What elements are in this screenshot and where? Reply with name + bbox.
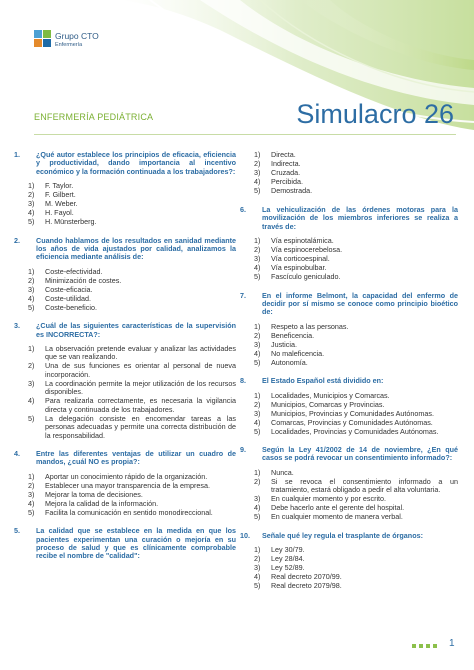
- option-text: H. Fayol.: [45, 208, 74, 218]
- option-number: 3): [254, 408, 261, 418]
- option-number: 3): [254, 168, 261, 177]
- option-number: 1): [28, 266, 35, 276]
- question-header: [14, 322, 236, 339]
- answer-option: [28, 362, 236, 379]
- option-number: 4): [28, 208, 35, 218]
- option-text: En cualquier momento y por escrito.: [271, 494, 387, 504]
- option-text: Real decreto 2070/99.: [271, 572, 342, 582]
- option-number: 5): [28, 302, 35, 312]
- option-text: Respeto a las personas.: [271, 321, 349, 331]
- option-number: 5): [28, 413, 35, 423]
- answer-options: [14, 268, 236, 312]
- option-text: La coordinación permite la mejor utilización de los recursos disponibles.: [45, 378, 236, 397]
- question-number: 6.: [240, 205, 246, 214]
- answer-options: [14, 473, 236, 517]
- option-number: 3): [254, 339, 261, 349]
- option-text: Debe hacerlo ante el gerente del hospital.: [271, 503, 405, 513]
- option-number: 3): [28, 378, 35, 388]
- answer-option: [254, 392, 458, 400]
- answer-option: [254, 419, 458, 427]
- question-number: 3.: [14, 321, 20, 331]
- question-header: [14, 450, 236, 467]
- option-text: Directa.: [271, 150, 296, 159]
- option-text: No maleficencia.: [271, 348, 325, 358]
- question-text: Según la Ley 41/2002 de 14 de noviembre, ¿En qué casos se podrá revocar un consentimiento informado?:: [262, 445, 458, 463]
- answer-options: [240, 392, 458, 436]
- question-item: [240, 532, 458, 591]
- question-number: 5.: [14, 526, 20, 536]
- option-text: Coste-utilidad.: [45, 293, 91, 303]
- option-text: La observación pretende evaluar y analizar las actividades que se van realizando.: [45, 344, 236, 362]
- option-number: 1): [28, 344, 35, 354]
- option-number: 4): [28, 498, 35, 508]
- option-text: Localidades, Provincias y Comunidades Autónomas.: [271, 426, 439, 436]
- option-text: Vía espinobulbar.: [271, 263, 327, 273]
- option-number: 2): [28, 361, 35, 371]
- option-number: 4): [254, 263, 261, 273]
- question-number: 9.: [240, 445, 246, 455]
- option-text: F. Gilbert.: [45, 190, 76, 200]
- option-number: 2): [254, 476, 261, 486]
- answer-option: [28, 491, 236, 499]
- question-header: [14, 237, 236, 262]
- question-5-options: [240, 151, 458, 195]
- question-number: 1.: [14, 150, 20, 159]
- option-text: La delegación consiste en encomendar tareas a las personas adecuadas y permite una correcta distribución de la responsabilidad.: [45, 413, 236, 440]
- option-number: 4): [28, 396, 35, 406]
- option-text: Facilita la comunicación en sentido monodireccional.: [45, 507, 213, 517]
- question-item: [240, 446, 458, 522]
- answer-option: [254, 187, 458, 195]
- answer-option: [28, 509, 236, 517]
- answer-option: [28, 218, 236, 226]
- option-number: 5): [28, 507, 35, 517]
- option-text: Ley 52/89.: [271, 563, 305, 573]
- right-column: [240, 151, 458, 601]
- option-text: Fascículo geniculado.: [271, 272, 341, 282]
- answer-option: [28, 473, 236, 481]
- answer-option: [254, 359, 458, 367]
- question-header: [240, 206, 458, 231]
- answer-option: [254, 428, 458, 436]
- page-number: 1: [449, 638, 455, 649]
- option-number: 2): [254, 245, 261, 255]
- answer-options: [240, 323, 458, 367]
- option-number: 5): [254, 512, 261, 522]
- question-item: [240, 206, 458, 282]
- option-text: Vía corticoespinal.: [271, 254, 330, 264]
- answer-options: [14, 182, 236, 226]
- question-text: Entre las diferentes ventajas de utilizar un cuadro de mandos, ¿cuál NO es propia?:: [36, 448, 236, 467]
- option-text: Para realizarla correctamente, es necesaria la vigilancia directa y continuada de los trabajadores.: [45, 396, 236, 414]
- question-number: 7.: [240, 290, 246, 300]
- option-number: 2): [254, 554, 261, 564]
- option-number: 1): [254, 467, 261, 477]
- answer-options: [240, 237, 458, 281]
- answer-option: [254, 332, 458, 340]
- answer-option: [28, 277, 236, 285]
- option-number: 3): [254, 494, 261, 504]
- option-number: 3): [28, 489, 35, 499]
- cto-logo: [34, 30, 104, 54]
- option-number: 4): [254, 572, 261, 582]
- option-text: Localidades, Municipios y Comarcas.: [271, 390, 390, 400]
- option-number: 5): [254, 186, 261, 195]
- option-text: Aportar un conocimiento rápido de la organización.: [45, 471, 208, 481]
- option-text: Municipios, Provincias y Comunidades Autónomas.: [271, 408, 434, 418]
- question-text: ¿Cuál de las siguientes características de la supervisión es INCORRECTA?:: [36, 321, 236, 339]
- option-text: Indirecta.: [271, 159, 301, 168]
- question-text: Señale qué ley regula el trasplante de órganos:: [262, 530, 423, 540]
- option-text: Municipios, Comarcas y Provincias.: [271, 399, 385, 409]
- question-number: 8.: [240, 376, 246, 386]
- question-text: ¿Qué autor establece los principios de eficacia, eficiencia y productividad, dando importancia al incentivo económico y la formación continuada a los trabajadores?:: [36, 150, 236, 176]
- option-number: 1): [254, 236, 261, 246]
- option-number: 3): [254, 254, 261, 264]
- footer-decoration: [412, 642, 444, 650]
- answer-option: [254, 401, 458, 409]
- question-text: El Estado Español está dividido en:: [262, 376, 384, 386]
- option-text: Coste-eficacia.: [45, 284, 93, 294]
- option-number: 3): [254, 563, 261, 573]
- option-number: 2): [254, 330, 261, 340]
- answer-option: [254, 513, 458, 521]
- question-item: [14, 151, 236, 227]
- question-number: 2.: [14, 235, 20, 245]
- option-number: 1): [28, 181, 35, 191]
- option-number: 4): [28, 293, 35, 303]
- answer-option: [28, 482, 236, 490]
- question-item: [240, 377, 458, 436]
- question-header: [14, 527, 236, 561]
- question-header: [240, 446, 458, 463]
- answer-option: [28, 380, 236, 397]
- page-title: Simulacro 26: [296, 99, 454, 129]
- question-item: [14, 322, 236, 440]
- option-number: 1): [254, 545, 261, 555]
- logo-subtitle: Enfermería: [55, 42, 83, 48]
- option-number: 1): [254, 321, 261, 331]
- option-text: Coste-efectividad.: [45, 266, 103, 276]
- question-text: Cuando hablamos de los resultados en sanidad mediante los años de vida ajustados por calidad, analizamos la eficiencia mediante análisis de:: [36, 235, 236, 262]
- option-text: Ley 28/84.: [271, 554, 305, 564]
- logo-name: Grupo CTO: [55, 31, 99, 41]
- answer-option: [254, 323, 458, 331]
- answer-option: [254, 410, 458, 418]
- question-item: [14, 450, 236, 517]
- answer-option: [28, 268, 236, 276]
- option-text: Autonomía.: [271, 357, 308, 367]
- question-header: [240, 377, 458, 385]
- option-number: 5): [254, 272, 261, 282]
- question-item: [240, 292, 458, 368]
- logo-mark-icon: [34, 30, 52, 48]
- option-number: 2): [254, 159, 261, 168]
- question-item: [14, 527, 236, 561]
- option-text: Percibida.: [271, 177, 303, 186]
- answer-option: [28, 415, 236, 440]
- question-header: [240, 532, 458, 540]
- question-number: 4.: [14, 448, 20, 458]
- option-number: 1): [28, 471, 35, 481]
- option-text: Vía espinocerebelosa.: [271, 245, 343, 255]
- option-text: M. Weber.: [45, 199, 78, 209]
- answer-options: [240, 469, 458, 522]
- question-header: [14, 151, 236, 176]
- question-item: [14, 237, 236, 313]
- option-text: Si se revoca el consentimiento informado a un tratamiento, estará obligado a pedir el alta voluntaria.: [271, 476, 458, 495]
- option-text: Coste-beneficio.: [45, 302, 97, 312]
- answer-option: [254, 341, 458, 349]
- answer-option: [28, 500, 236, 508]
- option-text: Demostrada.: [271, 186, 313, 195]
- option-number: 1): [254, 390, 261, 400]
- answer-option: [28, 286, 236, 294]
- option-number: 5): [254, 426, 261, 436]
- answer-option: [28, 295, 236, 303]
- option-number: 2): [28, 480, 35, 490]
- answer-option: [28, 345, 236, 362]
- option-number: 1): [254, 150, 261, 159]
- option-text: En cualquier momento de manera verbal.: [271, 512, 403, 522]
- option-number: 5): [254, 581, 261, 591]
- option-number: 5): [254, 357, 261, 367]
- option-text: F. Taylor.: [45, 181, 74, 191]
- option-number: 4): [254, 503, 261, 513]
- option-text: H. Münsterberg.: [45, 217, 97, 227]
- answer-option: [28, 397, 236, 414]
- answer-option: [254, 478, 458, 495]
- option-text: Ley 30/79.: [271, 545, 305, 555]
- answer-options: [240, 546, 458, 590]
- option-number: 4): [254, 177, 261, 186]
- option-number: 2): [28, 190, 35, 200]
- answer-option: [254, 273, 458, 281]
- option-number: 3): [28, 199, 35, 209]
- option-text: Cruzada.: [271, 168, 301, 177]
- question-number: 10.: [240, 530, 250, 540]
- option-text: Vía espinotalámica.: [271, 236, 334, 246]
- option-text: Una de sus funciones es orientar al personal de nueva incorporación.: [45, 361, 236, 379]
- option-text: Minimización de costes.: [45, 275, 122, 285]
- question-header: [240, 292, 458, 317]
- answer-options: [14, 345, 236, 440]
- option-text: Comarcas, Provincias y Comunidades Autónomas.: [271, 417, 433, 427]
- option-text: Nunca.: [271, 467, 294, 477]
- option-number: 5): [28, 217, 35, 227]
- option-number: 3): [28, 284, 35, 294]
- option-text: Establecer una mayor transparencia de la empresa.: [45, 480, 211, 490]
- option-number: 2): [28, 275, 35, 285]
- option-number: 4): [254, 417, 261, 427]
- option-text: Real decreto 2079/98.: [271, 581, 342, 591]
- answer-option: [28, 304, 236, 312]
- option-text: Mejora la calidad de la información.: [45, 498, 159, 508]
- option-text: Mejorar la toma de decisiones.: [45, 489, 143, 499]
- question-text: La vehiculización de las órdenes motoras para la movilización de los miembros inferiores se realiza a través de:: [262, 205, 458, 231]
- option-number: 4): [254, 348, 261, 358]
- option-text: Beneficencia.: [271, 330, 315, 340]
- option-text: Justicia.: [271, 339, 297, 349]
- title-divider: [34, 134, 456, 135]
- answer-option: [254, 350, 458, 358]
- section-label: ENFERMERÍA PEDIÁTRICA: [34, 112, 154, 122]
- answer-option: [254, 582, 458, 590]
- left-column: [14, 151, 236, 571]
- option-number: 2): [254, 399, 261, 409]
- question-text: En el informe Belmont, la capacidad del enfermo de decidir por sí mismo se conoce como principio bioético de:: [262, 290, 458, 317]
- question-text: La calidad que se establece en la medida en que los pacientes experimentan una curación o mejoría en su proceso de salud y que es clínicamente comprobable recibe el nombre de "calidad":: [36, 526, 236, 561]
